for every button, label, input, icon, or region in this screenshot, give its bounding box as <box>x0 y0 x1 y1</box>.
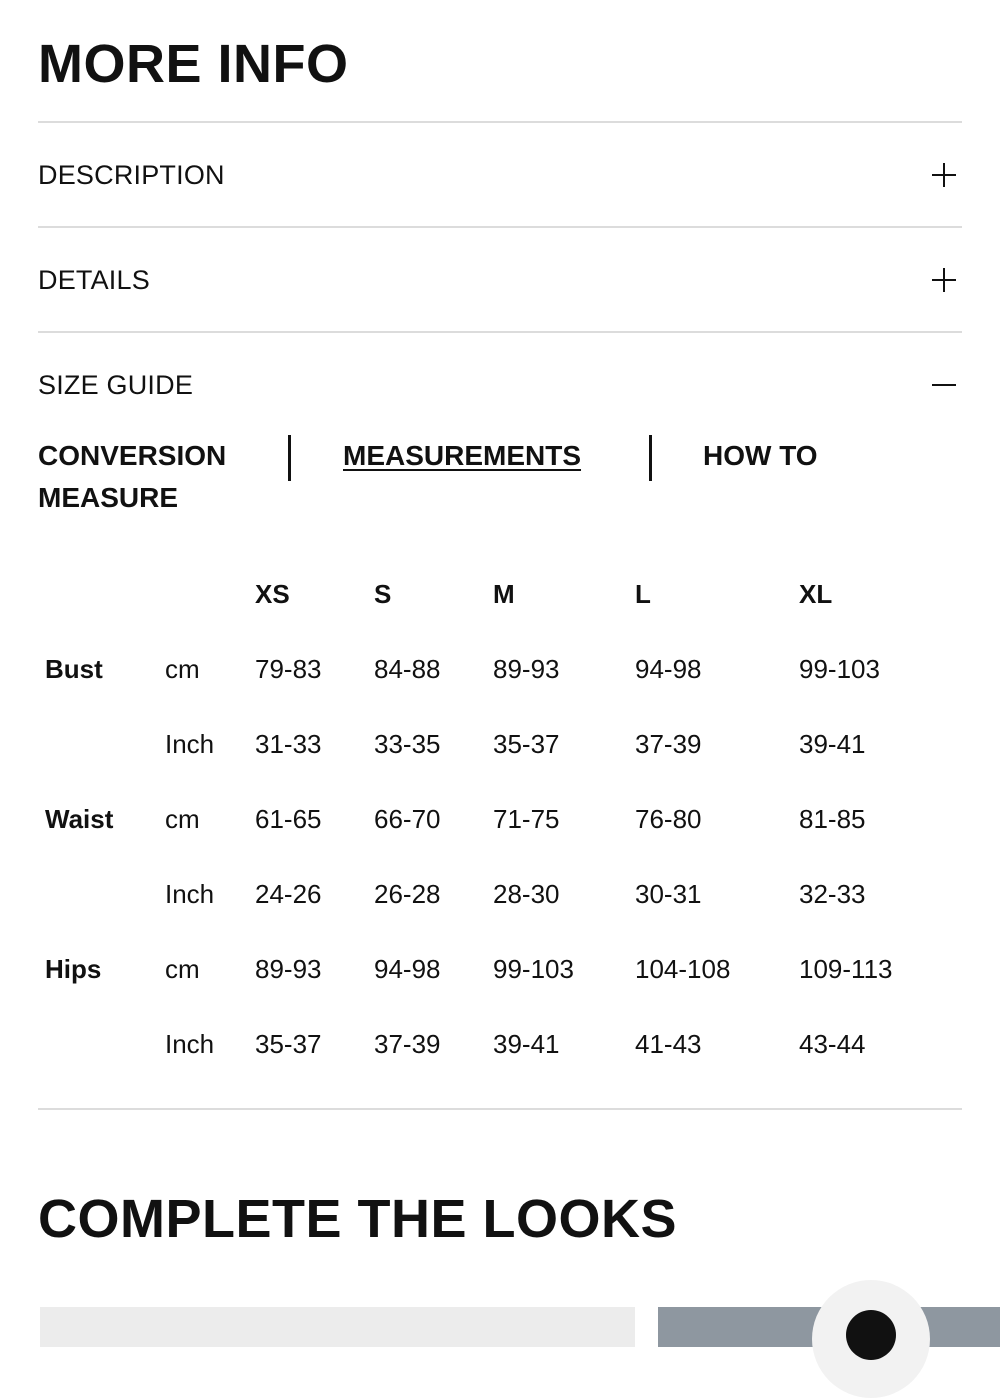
table-cell: 32-33 <box>799 879 866 909</box>
table-cell: 79-83 <box>255 654 322 684</box>
unit-cell: cm <box>165 654 200 684</box>
size-header-xs: XS <box>255 579 290 609</box>
table-cell: 24-26 <box>255 879 322 909</box>
unit-cell: Inch <box>165 729 215 759</box>
table-header-row <box>45 557 945 632</box>
accordion-size-guide[interactable] <box>38 333 962 437</box>
tab-separator <box>288 435 291 481</box>
table-cell: 31-33 <box>255 729 322 759</box>
table-cell: 30-31 <box>635 879 702 909</box>
table-cell: 89-93 <box>493 654 560 684</box>
accordion-label-description: DESCRIPTION <box>38 159 225 190</box>
table-cell: 81-85 <box>799 804 866 834</box>
section-title-complete-the-looks: COMPLETE THE LOOKS <box>38 1189 678 1249</box>
size-header-xl: XL <box>799 579 833 609</box>
size-header-m: M <box>493 579 515 609</box>
unit-cell: Inch <box>165 1029 215 1059</box>
table-cell: 39-41 <box>493 1029 560 1059</box>
table-cell: 26-28 <box>374 879 441 909</box>
table-cell: 28-30 <box>493 879 560 909</box>
unit-cell: Inch <box>165 879 215 909</box>
accordion-details[interactable] <box>38 228 962 332</box>
table-cell: 35-37 <box>255 1029 322 1059</box>
table-cell: 35-37 <box>493 729 560 759</box>
tab-measurements[interactable]: MEASUREMENTS <box>343 440 582 471</box>
table-cell: 94-98 <box>635 654 702 684</box>
table-cell: 89-93 <box>255 954 322 984</box>
unit-cell: cm <box>165 954 200 984</box>
size-header-l: L <box>635 579 651 609</box>
unit-cell: cm <box>165 804 200 834</box>
table-row <box>45 932 945 1007</box>
table-cell: 61-65 <box>255 804 322 834</box>
tab-separator <box>649 435 652 481</box>
table-row <box>45 782 945 857</box>
table-cell: 99-103 <box>799 654 880 684</box>
look-hotspot-button[interactable] <box>812 1280 930 1398</box>
plus-icon[interactable] <box>932 268 956 292</box>
table-cell: 41-43 <box>635 1029 702 1059</box>
table-cell: 76-80 <box>635 804 702 834</box>
table-cell: 109-113 <box>799 954 893 984</box>
table-cell: 43-44 <box>799 1029 866 1059</box>
plus-icon[interactable] <box>932 163 956 187</box>
page-title: MORE INFO <box>38 34 349 94</box>
tab-how-to[interactable]: HOW TO <box>703 440 818 471</box>
table-cell: 33-35 <box>374 729 441 759</box>
accordion-description[interactable] <box>38 123 962 227</box>
table-row <box>45 632 945 707</box>
table-row <box>45 707 945 782</box>
row-label: Waist <box>45 804 114 834</box>
tab-conversion-measure[interactable]: CONVERSION MEASURE <box>38 440 227 513</box>
hotspot-dot-icon <box>846 1310 896 1360</box>
divider <box>38 1108 962 1110</box>
minus-icon[interactable] <box>932 373 956 397</box>
look-card[interactable] <box>40 1307 635 1347</box>
table-cell: 37-39 <box>635 729 702 759</box>
table-cell: 84-88 <box>374 654 441 684</box>
row-label: Bust <box>45 654 103 684</box>
size-header-s: S <box>374 579 392 609</box>
table-cell: 104-108 <box>635 954 731 984</box>
accordion-label-details: DETAILS <box>38 264 150 295</box>
table-cell: 94-98 <box>374 954 441 984</box>
table-cell: 39-41 <box>799 729 866 759</box>
accordion-label-size-guide: SIZE GUIDE <box>38 369 194 400</box>
row-label: Hips <box>45 954 102 984</box>
table-row <box>45 857 945 932</box>
table-cell: 71-75 <box>493 804 560 834</box>
table-cell: 99-103 <box>493 954 574 984</box>
table-row <box>45 1007 945 1082</box>
table-cell: 66-70 <box>374 804 441 834</box>
table-cell: 37-39 <box>374 1029 441 1059</box>
